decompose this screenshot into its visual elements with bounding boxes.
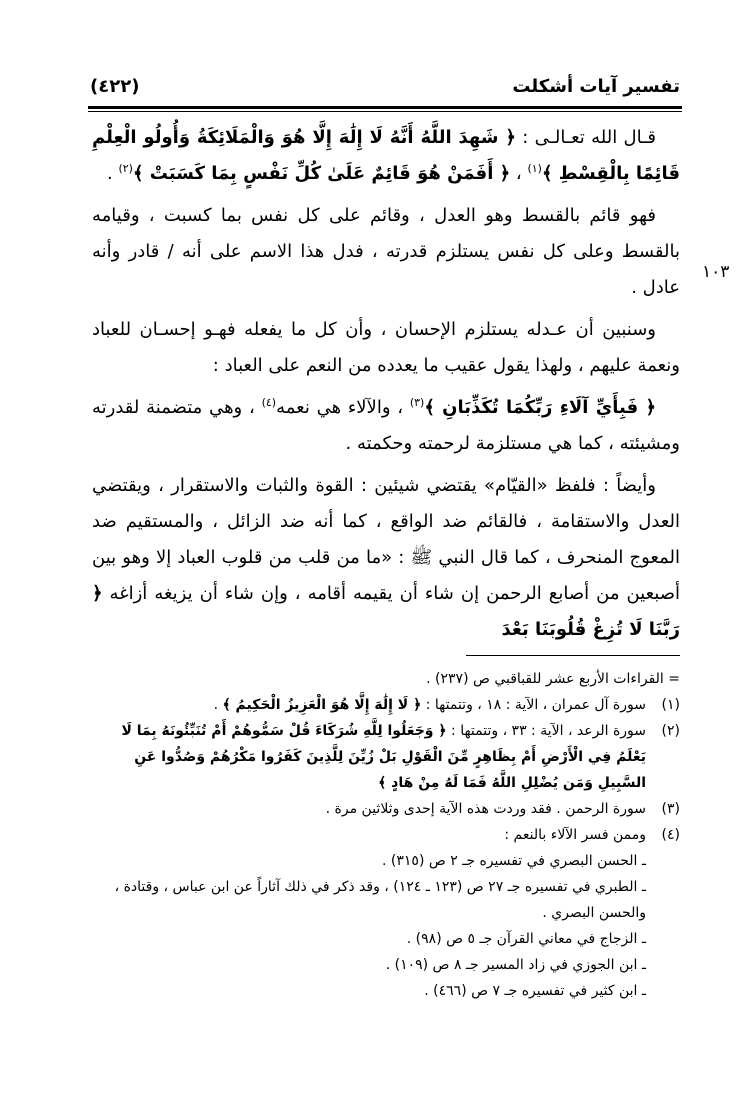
page-number: (٤٢٢) [90,76,140,97]
footnote-ref: (٣) [409,396,425,409]
footnote-body: سورة الرحمن . فقد وردت هذه الآية إحدى وثلاثين مرة . [325,801,646,817]
running-header [90,76,680,100]
footnote-label: (١) [661,697,680,713]
footnote-end: . [213,697,223,713]
paragraph [92,198,680,306]
quran-verse: ﴿ فَبِأَيِّ آلَاءِ رَبِّكُمَا تُكَذِّبَانِ ﴾ [424,397,656,418]
paragraph-text: وسنبين أن عـدله يستلزم الإحسان ، وأن كل ما يفعله فهـو إحسـان للعباد ونعمة عليهم ، ولهذا يقول عقيب ما يعدده من النعم على العباد : [92,319,680,376]
footnote-text [90,718,646,796]
main-text [92,120,680,654]
running-title: تفسير آيات أشكلت [512,76,680,97]
footnote-item [90,692,680,718]
footnote-subitem: ـ الزجاج في معاني القرآن جـ ٥ ص (٩٨) . [406,931,646,947]
paragraph-text: فهو قائم بالقسط وهو العدل ، وقائم على كل نفس بما كسبت ، وقيامه بالقسط وعلى كل نفس يستلزم قدرته ، فدل هذا الاسم على أنه / قادر وأنه عادل . [92,205,680,298]
paragraph-text: ، والآلاء هي نعمه [276,397,410,418]
paragraph [92,312,680,384]
footnote-continuation: = القراءات الأربع عشر للقباقبي ص (٢٣٧) . [426,671,680,687]
paragraph-end: . [106,163,119,184]
footnote-ref: (٤) [261,396,277,409]
paragraph-end: ، وهي متضمنة لقدرته ومشيئته ، كما هي مستلزمة لرحمته وحكمته . [92,397,680,454]
footnote-ref: (٢) [118,162,133,175]
footnote-label: (٣) [661,801,680,817]
footnote-item [90,822,680,848]
footnote-body: سورة آل عمران ، الآية : ١٨ ، وتتمتها : [421,697,646,713]
footnote-body: وممن فسر الآلاء بالنعم : [504,827,646,843]
quran-verse: ﴿ رَبَّنَا لَا تُزِغْ قُلُوبَنَا بَعْدَ [92,583,680,640]
quran-verse: ﴿ وَجَعَلُوا لِلَّهِ شُرَكَاءَ قُلْ سَمُّوهُمْ أَمْ تُنَبِّئُونَهُ بِمَا لَا يَعْلَمُ فِي الْأَرْضِ أَمْ بِظَاهِرٍ مِّنَ الْقَوْلِ بَلْ زُيِّنَ لِلَّذِينَ كَفَرُوا مَكْرُهُمْ وَصُدُّوا عَنِ السَّبِيلِ وَمَن يُضْلِلِ اللَّهُ فَمَا لَهُ مِنْ هَادٍ ﴾ [121,723,646,791]
footnote-label: (٢) [661,723,680,739]
quran-verse: ﴿ أَفَمَنْ هُوَ قَائِمٌ عَلَىٰ كُلِّ نَفْسٍ بِمَا كَسَبَتْ ﴾ [132,163,511,184]
footnote-subitem: ـ الطبري في تفسيره جـ ٢٧ ص (١٢٣ ـ ١٢٤) ، وقد ذكر في ذلك آثاراً عن ابن عباس ، وقتادة ، والحسن البصري . [114,879,646,921]
footnote-ref: (١) [527,162,542,175]
footnote-label: (٤) [661,827,680,843]
footnote-text [90,692,646,718]
paragraph-text: قـال الله تعـالـى : [515,127,656,148]
footnote-item [90,796,680,822]
footnote-subitem: ـ الحسن البصري في تفسيره جـ ٢ ص (٣١٥) . [382,853,646,869]
footnote-subitem: ـ ابن كثير في تفسيره جـ ٧ ص (٤٦٦) . [424,983,646,999]
header-rule-thin [88,111,682,112]
quran-verse: ﴿ شَهِدَ اللَّهُ أَنَّهُ لَا إِلَٰهَ إِلَّا هُوَ وَالْمَلَائِكَةُ وَأُولُو الْعِلْمِ قَائِمًا بِالْقِسْطِ ﴾ [92,127,680,184]
footnote-body: سورة الرعد ، الآية : ٣٣ ، وتتمتها : [446,723,646,739]
paragraph [92,120,680,192]
paragraph-text: وأيضاً : فلفظ «القيّام» يقتضي شيئين : القوة والثبات والاستقرار ، ويقتضي العدل والاستقامة ، فالقائم ضد الواقع ، كما أنه ضد الزائل ، والمستقيم ضد المعوج المنحرف ، كما قال النبي ﷺ : «ما من قلب من قلوب العباد إلا وهو بين أصبعين من أصابع الرحمن إن شاء أن يقيمه أقامه ، وإن شاء أن يزيغه أزاغه [92,475,680,604]
paragraph [92,390,680,462]
quran-verse: ﴿ لَا إِلَٰهَ إِلَّا هُوَ الْعَزِيزُ الْحَكِيمُ ﴾ [222,697,422,713]
paragraph [92,468,680,648]
footnote-separator [466,655,680,656]
header-rule-thick [88,106,682,109]
footnotes [90,666,680,1004]
footnote-subitem: ـ ابن الجوزي في زاد المسير جـ ٨ ص (١٠٩) . [385,957,646,973]
margin-page-reference: ١٠٣ [702,262,730,282]
footnote-item [90,718,680,796]
separator: ، [510,163,528,184]
